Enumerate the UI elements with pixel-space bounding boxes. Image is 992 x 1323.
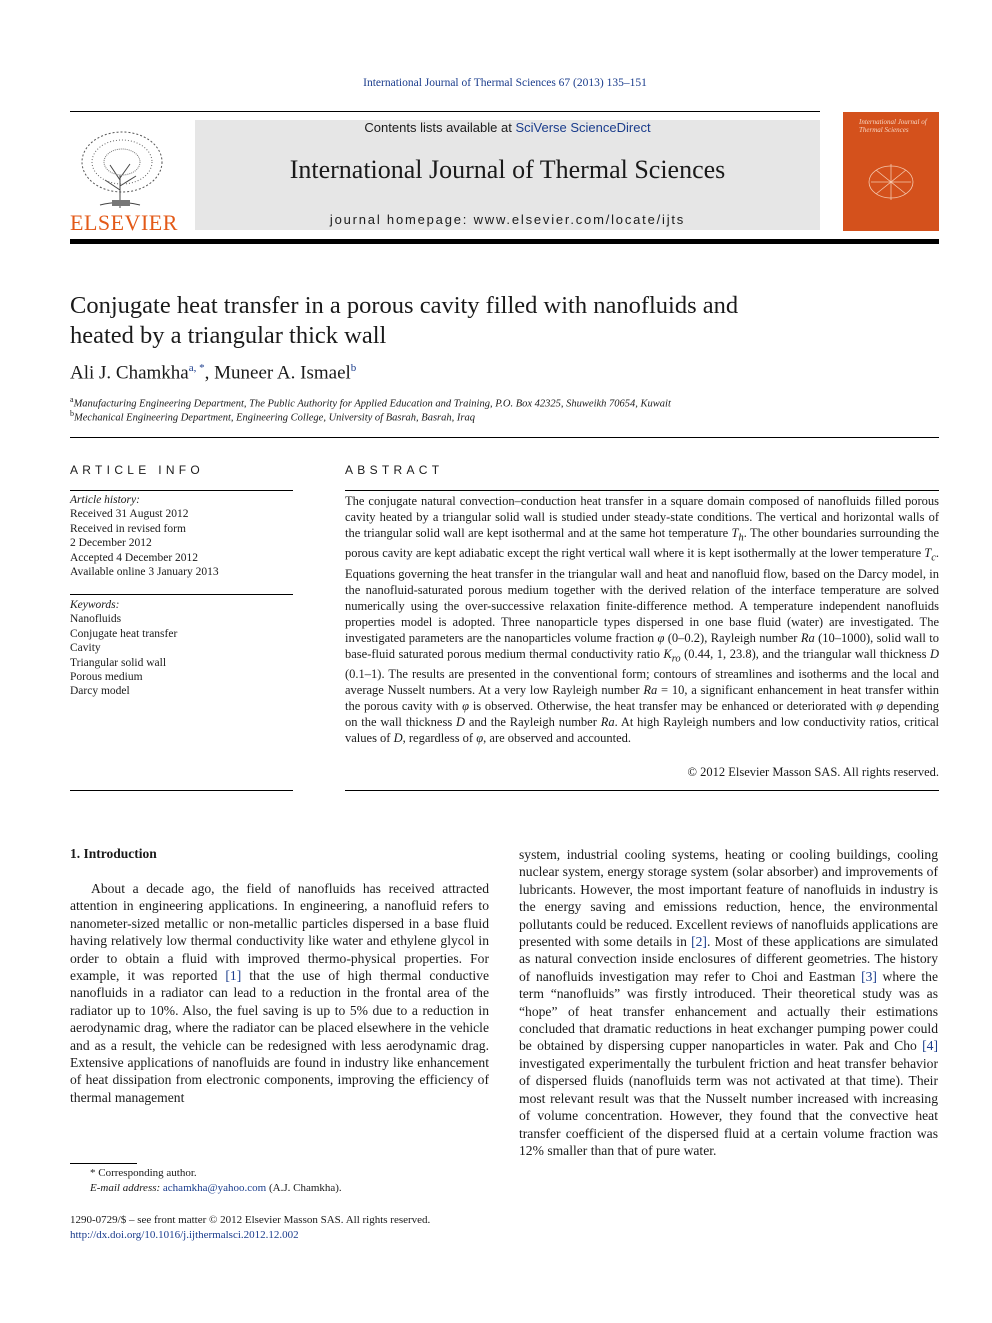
citation-1-link[interactable]: [1] bbox=[225, 968, 242, 984]
keyword-item: Darcy model bbox=[70, 685, 130, 698]
article-title bbox=[70, 291, 870, 351]
citation-3-link[interactable]: [3] bbox=[861, 968, 877, 984]
article-info-rule bbox=[70, 490, 293, 491]
author-separator: , bbox=[204, 362, 215, 384]
affiliation-b-text: Mechanical Engineering Department, Engineering College, University of Basrah, Basrah, Iraq bbox=[74, 412, 475, 424]
history-item: 2 December 2012 bbox=[70, 537, 152, 550]
author-chamkha-affil[interactable]: a, * bbox=[188, 362, 205, 374]
email-owner: (A.J. Chamkha). bbox=[266, 1182, 342, 1194]
issn-line: 1290-0729/$ – see front matter © 2012 Elsevier Masson SAS. All rights reserved. bbox=[70, 1214, 431, 1226]
citation-2-link[interactable]: [2] bbox=[691, 934, 707, 950]
header-rule bbox=[70, 111, 820, 112]
keyword-item: Porous medium bbox=[70, 671, 143, 684]
author-ismael[interactable]: Muneer A. Ismael bbox=[214, 362, 351, 384]
title-line-1: Conjugate heat transfer in a porous cavity filled with nanofluids and bbox=[70, 292, 739, 319]
keyword-item: Conjugate heat transfer bbox=[70, 627, 178, 640]
section-rule bbox=[70, 437, 939, 438]
affiliation-a bbox=[70, 395, 671, 410]
author-list bbox=[70, 362, 356, 384]
cover-graphic-icon bbox=[861, 152, 921, 212]
cover-title: International Journal of Thermal Sciences bbox=[859, 118, 927, 134]
contents-prefix: Contents lists available at bbox=[364, 120, 516, 135]
citation-4-link[interactable]: [4] bbox=[922, 1038, 938, 1054]
affiliation-a-mark: a bbox=[70, 395, 74, 404]
history-item: Received 31 August 2012 bbox=[70, 508, 189, 521]
abstract-text: The conjugate natural convection–conduction heat transfer in a square domain composed of nanofluids filled porous cavity heated by a triangular solid wall is studied under steady-state conditions. The vertical and horizontal walls of the triangular solid wall are kept isothermal and at the same hot temperature $T_h$. The other boundaries surrounding the porous cavity are kept adiabatic except the right vertical wall where it is kept isothermally at the lower temperature $T_c$. Equations governing the heat transfer in the triangular wall and heat and nanofluid flow, based on the Darcy model, in the nanofluid-saturated porous medium together with the derived relation of the interface temperature are solved numerically using the over-successive relaxation finite-difference method. A temperature independent nanofluids properties model is adopted. Three nanoparticle types dispersed in one base fluid (water) are investigated. The investigated parameters are the nanoparticles volume fraction φ (0–0.2), Rayleigh number Ra (10–1000), solid wall to base-fluid saturated porous medium thermal conductivity ratio $K_{ro}$ (0.44, 1, 23.8), and the triangular wall thickness D (0.1–1). The results are presented in the conventional form; contours of streamlines and isotherms and the local and average Nusselt numbers. At a very low Rayleigh number Ra = 10, a significant enhancement in heat transfer within the porous cavity with φ is observed. Otherwise, the heat transfer may be enhanced or deteriorated with φ depending on the wall thickness D and the Rayleigh number Ra. At high Rayleigh numbers and low conductivity ratios, critical values of D, regardless of φ, are observed and accounted. bbox=[345, 494, 940, 745]
keywords-list bbox=[70, 598, 293, 699]
author-chamkha[interactable]: Ali J. Chamkha bbox=[70, 362, 189, 384]
footnote-rule bbox=[70, 1163, 137, 1164]
affiliation-a-text: Manufacturing Engineering Department, The Public Authority for Applied Education and Training, P.O. Box 42325, Shuweikh 70654, Kuwait bbox=[73, 398, 671, 410]
history-item: Accepted 4 December 2012 bbox=[70, 551, 199, 564]
footnote-text: Corresponding author. bbox=[95, 1167, 197, 1179]
keyword-item: Cavity bbox=[70, 642, 101, 655]
affiliation-b bbox=[70, 409, 475, 424]
footnote-mark: * bbox=[90, 1167, 96, 1179]
issn-block bbox=[70, 1213, 430, 1243]
journal-cover-thumbnail[interactable] bbox=[843, 112, 939, 231]
article-info-heading: ARTICLE INFO bbox=[70, 463, 205, 477]
email-label: E-mail address: bbox=[90, 1182, 163, 1194]
corresponding-author-footnote bbox=[70, 1166, 342, 1196]
history-item: Received in revised form bbox=[70, 522, 186, 535]
abstract-rule bbox=[345, 490, 939, 491]
email-link[interactable]: achamkha@yahoo.com bbox=[162, 1182, 267, 1194]
doi-link[interactable]: http://dx.doi.org/10.1016/j.ijthermalsci.2012.12.002 bbox=[70, 1229, 299, 1241]
journal-title: International Journal of Thermal Sciences bbox=[289, 155, 726, 184]
abstract-bottom-rule bbox=[345, 790, 939, 791]
article-info-bottom-rule bbox=[70, 790, 293, 791]
keywords-rule bbox=[70, 594, 293, 595]
history-item: Available online 3 January 2013 bbox=[70, 566, 219, 579]
keywords-label: Keywords: bbox=[70, 599, 120, 611]
keyword-item: Nanofluids bbox=[70, 613, 122, 626]
journal-homepage[interactable]: journal homepage: www.elsevier.com/locate/ijts bbox=[329, 212, 686, 227]
abstract-heading: ABSTRACT bbox=[345, 463, 444, 477]
intro-column-left: About a decade ago, the field of nanofluids has received attracted attention in engineering applications. In engineering, a nanofluid refers to nanometer-sized metallic or non-metallic particles dispersed in a base fluid having relatively low thermal conductivity like water and ethylene glycol in order to obtain a fluid with improved thermo-physical properties. For example, it was reported [1] that the use of high thermal conductive nanofluids in a radiator can lead to a reduction in the frontal area of the radiator up to 10%. Also, the fuel saving is up to 5% due to a reduction in aerodynamic drag, where the radiator can be placed elsewhere in the vehicle and as a result, the vehicle can be redesigned with less aerodynamic drag. Extensive applications of nanofluids are found in industry like enhancement of heat dissipation from electronic components, improving the efficiency of thermal management bbox=[70, 881, 489, 1105]
abstract-copyright: © 2012 Elsevier Masson SAS. All rights reserved. bbox=[687, 765, 939, 779]
sciencedirect-link[interactable]: SciVerse ScienceDirect bbox=[515, 120, 651, 135]
author-ismael-affil[interactable]: b bbox=[350, 362, 357, 374]
elsevier-wordmark[interactable]: ELSEVIER bbox=[70, 210, 178, 235]
article-history bbox=[70, 493, 293, 579]
header-thick-rule bbox=[70, 239, 939, 244]
keyword-item: Triangular solid wall bbox=[70, 656, 167, 669]
contents-line bbox=[195, 120, 820, 135]
history-label: Article history: bbox=[70, 494, 140, 506]
affiliation-b-mark: b bbox=[70, 409, 74, 418]
intro-column-right: system, industrial cooling systems, heating or cooling buildings, cooling nuclear system, energy storage system (solar absorber) and improvements of lubricants. However, the most important feature of nanofluids in industry is the energy saving and emissions reduction, hence, the environmental pollutants could be reduced. Excellent reviews of nanofluids applications are presented with some details in [2]. Most of these applications are simulated as natural convection inside enclosures of different geometries. The history of nanofluids investigation may refer to Choi and Eastman [3] where the term “nanofluids” was firstly introduced. Their theoretical study was as “hope” of heat transfer enhancement and actually their estimations concluded that dramatic reductions in heat exchanger pumping power could be obtained by dispersing cupper nanoparticles in water. Pak and Cho [4] investigated experimentally the turbulent friction and heat transfer behavior of dispersed fluids (nanofluids term was not activated at that time). Their most relevant result was that the Nusselt number increased with increasing of volume concentration. However, they found that the convective heat transfer coefficient of the dispersed fluid at a certain volume fraction was 12% smaller than that of pure water. bbox=[519, 847, 938, 1158]
introduction-heading: 1. Introduction bbox=[70, 846, 157, 861]
title-line-2: heated by a triangular thick wall bbox=[70, 322, 387, 349]
journal-reference-link[interactable]: International Journal of Thermal Sciences 67 (2013) 135–151 bbox=[363, 77, 647, 89]
